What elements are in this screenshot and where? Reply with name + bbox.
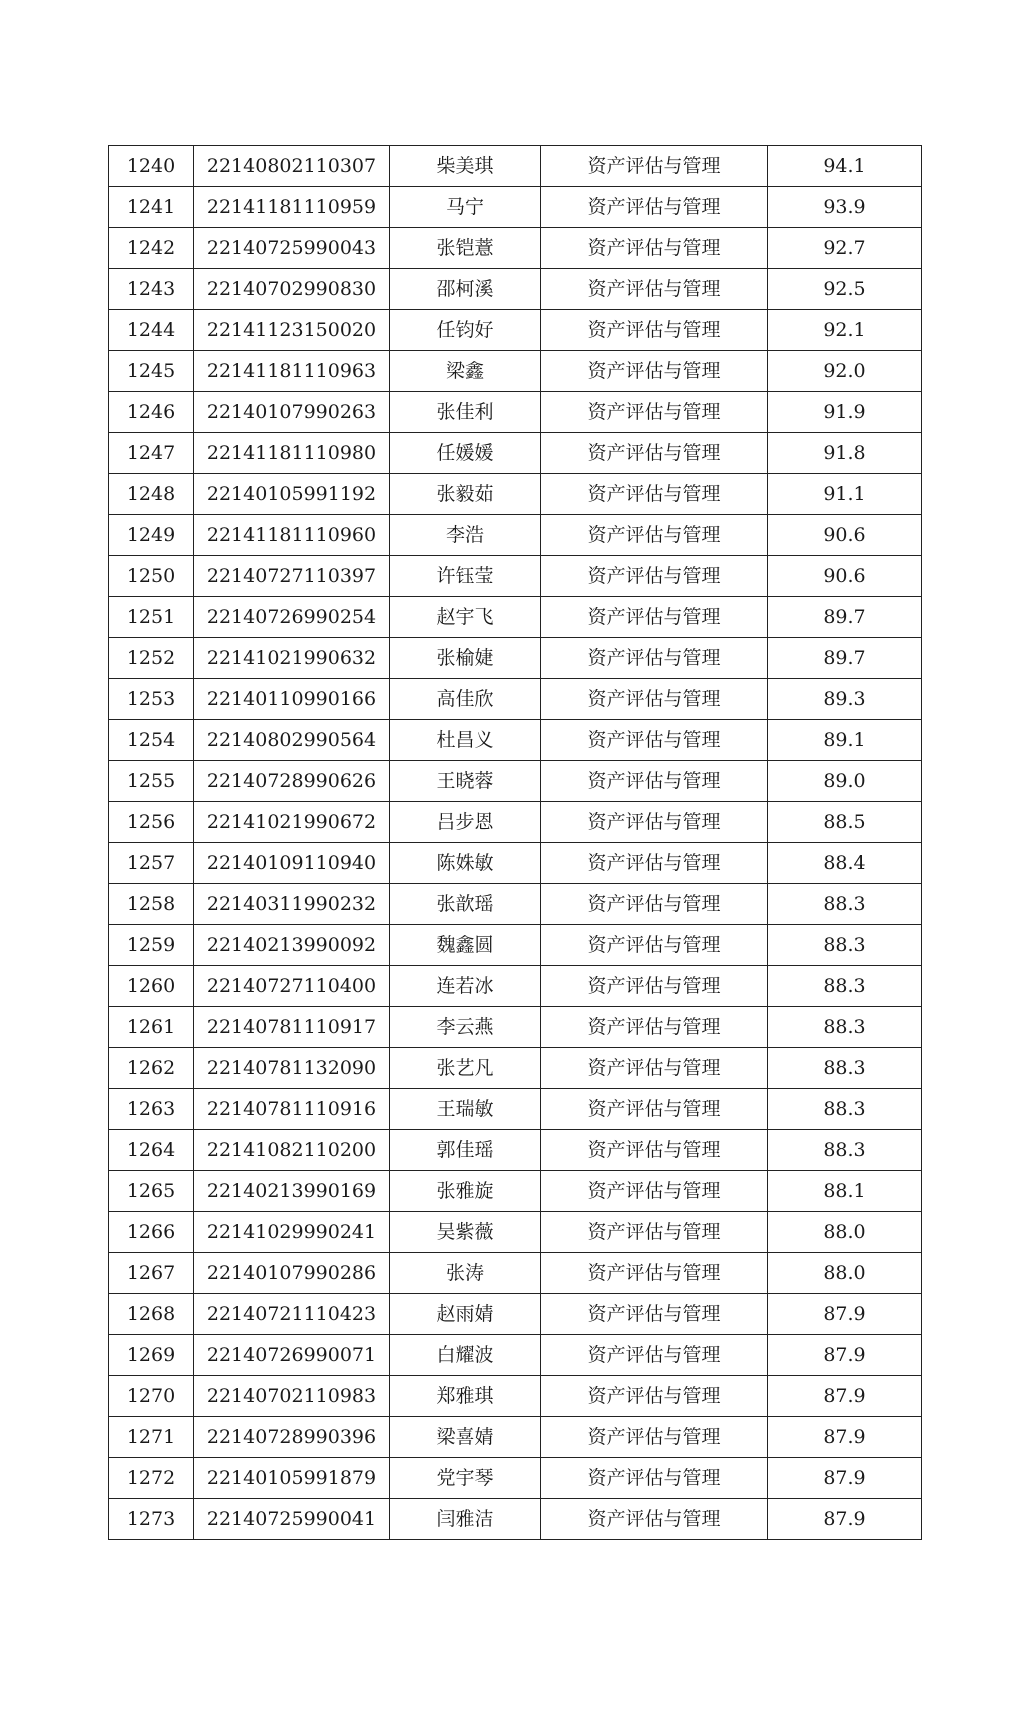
table-row	[109, 1130, 922, 1171]
row-score-cell: 87.9	[768, 1376, 922, 1417]
row-name-cell: 魏鑫圆	[390, 925, 541, 966]
row-score-cell: 88.0	[768, 1212, 922, 1253]
row-score-cell: 92.0	[768, 351, 922, 392]
row-major-cell: 资产评估与管理	[541, 638, 768, 679]
row-score-cell: 89.0	[768, 761, 922, 802]
row-major-cell: 资产评估与管理	[541, 1089, 768, 1130]
row-name-cell: 李浩	[390, 515, 541, 556]
row-name-cell: 张榆婕	[390, 638, 541, 679]
table-row	[109, 515, 922, 556]
row-major-cell: 资产评估与管理	[541, 269, 768, 310]
row-name-cell: 王瑞敏	[390, 1089, 541, 1130]
row-seq-cell: 1273	[109, 1499, 194, 1540]
row-seq-cell: 1261	[109, 1007, 194, 1048]
row-exam-id-cell: 22141181110959	[194, 187, 390, 228]
row-seq-cell: 1262	[109, 1048, 194, 1089]
row-seq-cell: 1250	[109, 556, 194, 597]
row-name-cell: 任钧好	[390, 310, 541, 351]
row-seq-cell: 1263	[109, 1089, 194, 1130]
table-row	[109, 1212, 922, 1253]
row-name-cell: 张歆瑶	[390, 884, 541, 925]
row-name-cell: 梁喜婧	[390, 1417, 541, 1458]
table-row	[109, 1089, 922, 1130]
row-name-cell: 梁鑫	[390, 351, 541, 392]
row-major-cell: 资产评估与管理	[541, 351, 768, 392]
row-name-cell: 任媛媛	[390, 433, 541, 474]
row-seq-cell: 1256	[109, 802, 194, 843]
table-row	[109, 351, 922, 392]
row-name-cell: 张雅旋	[390, 1171, 541, 1212]
table-row	[109, 187, 922, 228]
row-major-cell: 资产评估与管理	[541, 1171, 768, 1212]
row-seq-cell: 1258	[109, 884, 194, 925]
row-major-cell: 资产评估与管理	[541, 1212, 768, 1253]
row-exam-id-cell: 22140781110917	[194, 1007, 390, 1048]
row-score-cell: 87.9	[768, 1335, 922, 1376]
row-major-cell: 资产评估与管理	[541, 802, 768, 843]
row-seq-cell: 1255	[109, 761, 194, 802]
row-major-cell: 资产评估与管理	[541, 597, 768, 638]
row-major-cell: 资产评估与管理	[541, 1376, 768, 1417]
row-score-cell: 88.3	[768, 1089, 922, 1130]
row-name-cell: 吴紫薇	[390, 1212, 541, 1253]
row-score-cell: 88.3	[768, 966, 922, 1007]
row-seq-cell: 1265	[109, 1171, 194, 1212]
row-major-cell: 资产评估与管理	[541, 433, 768, 474]
table-row	[109, 884, 922, 925]
row-major-cell: 资产评估与管理	[541, 556, 768, 597]
row-exam-id-cell: 22140726990254	[194, 597, 390, 638]
table-row	[109, 597, 922, 638]
row-major-cell: 资产评估与管理	[541, 1499, 768, 1540]
row-exam-id-cell: 22140802990564	[194, 720, 390, 761]
row-seq-cell: 1271	[109, 1417, 194, 1458]
row-seq-cell: 1240	[109, 146, 194, 187]
table-row	[109, 720, 922, 761]
row-score-cell: 88.0	[768, 1253, 922, 1294]
row-exam-id-cell: 22141181110960	[194, 515, 390, 556]
row-score-cell: 89.7	[768, 597, 922, 638]
row-major-cell: 资产评估与管理	[541, 843, 768, 884]
row-score-cell: 87.9	[768, 1458, 922, 1499]
table-row	[109, 966, 922, 1007]
row-score-cell: 92.7	[768, 228, 922, 269]
row-name-cell: 赵宇飞	[390, 597, 541, 638]
row-score-cell: 89.7	[768, 638, 922, 679]
row-major-cell: 资产评估与管理	[541, 474, 768, 515]
row-major-cell: 资产评估与管理	[541, 679, 768, 720]
table-row	[109, 1376, 922, 1417]
row-exam-id-cell: 22140727110397	[194, 556, 390, 597]
row-name-cell: 李云燕	[390, 1007, 541, 1048]
row-seq-cell: 1253	[109, 679, 194, 720]
row-major-cell: 资产评估与管理	[541, 228, 768, 269]
row-seq-cell: 1259	[109, 925, 194, 966]
row-major-cell: 资产评估与管理	[541, 1048, 768, 1089]
table-row	[109, 146, 922, 187]
row-seq-cell: 1266	[109, 1212, 194, 1253]
row-seq-cell: 1272	[109, 1458, 194, 1499]
table-row	[109, 433, 922, 474]
row-name-cell: 党宇琴	[390, 1458, 541, 1499]
row-major-cell: 资产评估与管理	[541, 1130, 768, 1171]
row-exam-id-cell: 22140728990626	[194, 761, 390, 802]
row-exam-id-cell: 22141181110980	[194, 433, 390, 474]
row-name-cell: 高佳欣	[390, 679, 541, 720]
score-table	[108, 145, 922, 1540]
table-row	[109, 1335, 922, 1376]
row-score-cell: 88.3	[768, 884, 922, 925]
row-exam-id-cell: 22141021990632	[194, 638, 390, 679]
row-exam-id-cell: 22140781132090	[194, 1048, 390, 1089]
row-score-cell: 88.3	[768, 1130, 922, 1171]
row-exam-id-cell: 22140105991192	[194, 474, 390, 515]
table-row	[109, 1048, 922, 1089]
table-row	[109, 1458, 922, 1499]
row-exam-id-cell: 22140727110400	[194, 966, 390, 1007]
row-exam-id-cell: 22141021990672	[194, 802, 390, 843]
row-exam-id-cell: 22140721110423	[194, 1294, 390, 1335]
table-row	[109, 1253, 922, 1294]
row-score-cell: 93.9	[768, 187, 922, 228]
row-name-cell: 连若冰	[390, 966, 541, 1007]
row-exam-id-cell: 22140213990169	[194, 1171, 390, 1212]
table-row	[109, 269, 922, 310]
row-exam-id-cell: 22140728990396	[194, 1417, 390, 1458]
row-score-cell: 91.9	[768, 392, 922, 433]
row-seq-cell: 1242	[109, 228, 194, 269]
row-score-cell: 88.5	[768, 802, 922, 843]
row-score-cell: 87.9	[768, 1417, 922, 1458]
row-score-cell: 88.1	[768, 1171, 922, 1212]
table-row	[109, 556, 922, 597]
row-major-cell: 资产评估与管理	[541, 925, 768, 966]
row-score-cell: 92.1	[768, 310, 922, 351]
row-seq-cell: 1244	[109, 310, 194, 351]
row-seq-cell: 1260	[109, 966, 194, 1007]
row-seq-cell: 1251	[109, 597, 194, 638]
row-score-cell: 88.4	[768, 843, 922, 884]
row-major-cell: 资产评估与管理	[541, 720, 768, 761]
table-row	[109, 1417, 922, 1458]
row-seq-cell: 1264	[109, 1130, 194, 1171]
row-score-cell: 90.6	[768, 515, 922, 556]
row-score-cell: 91.8	[768, 433, 922, 474]
row-exam-id-cell: 22141082110200	[194, 1130, 390, 1171]
row-score-cell: 94.1	[768, 146, 922, 187]
row-name-cell: 闫雅洁	[390, 1499, 541, 1540]
row-exam-id-cell: 22140781110916	[194, 1089, 390, 1130]
row-major-cell: 资产评估与管理	[541, 1007, 768, 1048]
table-row	[109, 1499, 922, 1540]
row-seq-cell: 1243	[109, 269, 194, 310]
row-score-cell: 92.5	[768, 269, 922, 310]
table-row	[109, 392, 922, 433]
row-major-cell: 资产评估与管理	[541, 1335, 768, 1376]
row-score-cell: 88.3	[768, 1048, 922, 1089]
row-exam-id-cell: 22140107990286	[194, 1253, 390, 1294]
row-exam-id-cell: 22140110990166	[194, 679, 390, 720]
row-exam-id-cell: 22141029990241	[194, 1212, 390, 1253]
row-name-cell: 张涛	[390, 1253, 541, 1294]
row-seq-cell: 1270	[109, 1376, 194, 1417]
row-name-cell: 张艺凡	[390, 1048, 541, 1089]
row-score-cell: 88.3	[768, 1007, 922, 1048]
row-exam-id-cell: 22140105991879	[194, 1458, 390, 1499]
row-name-cell: 王晓蓉	[390, 761, 541, 802]
row-exam-id-cell: 22140702990830	[194, 269, 390, 310]
row-exam-id-cell: 22140725990041	[194, 1499, 390, 1540]
row-name-cell: 郭佳瑶	[390, 1130, 541, 1171]
table-row	[109, 679, 922, 720]
row-exam-id-cell: 22140702110983	[194, 1376, 390, 1417]
row-exam-id-cell: 22140311990232	[194, 884, 390, 925]
table-body	[109, 146, 922, 1540]
row-name-cell: 陈姝敏	[390, 843, 541, 884]
row-major-cell: 资产评估与管理	[541, 1458, 768, 1499]
row-exam-id-cell: 22140802110307	[194, 146, 390, 187]
row-exam-id-cell: 22140107990263	[194, 392, 390, 433]
row-score-cell: 91.1	[768, 474, 922, 515]
row-seq-cell: 1267	[109, 1253, 194, 1294]
row-seq-cell: 1245	[109, 351, 194, 392]
row-name-cell: 赵雨婧	[390, 1294, 541, 1335]
row-exam-id-cell: 22140725990043	[194, 228, 390, 269]
table-row	[109, 1171, 922, 1212]
row-seq-cell: 1269	[109, 1335, 194, 1376]
row-name-cell: 吕步恩	[390, 802, 541, 843]
row-name-cell: 张佳利	[390, 392, 541, 433]
row-major-cell: 资产评估与管理	[541, 884, 768, 925]
row-seq-cell: 1268	[109, 1294, 194, 1335]
row-score-cell: 87.9	[768, 1294, 922, 1335]
table-row	[109, 638, 922, 679]
row-name-cell: 郑雅琪	[390, 1376, 541, 1417]
table-row	[109, 925, 922, 966]
row-seq-cell: 1252	[109, 638, 194, 679]
row-score-cell: 89.1	[768, 720, 922, 761]
row-name-cell: 张毅茹	[390, 474, 541, 515]
row-exam-id-cell: 22140213990092	[194, 925, 390, 966]
table-row	[109, 310, 922, 351]
row-exam-id-cell: 22140726990071	[194, 1335, 390, 1376]
row-major-cell: 资产评估与管理	[541, 966, 768, 1007]
row-score-cell: 88.3	[768, 925, 922, 966]
row-seq-cell: 1247	[109, 433, 194, 474]
row-major-cell: 资产评估与管理	[541, 392, 768, 433]
table-row	[109, 761, 922, 802]
table-row	[109, 802, 922, 843]
table-row	[109, 474, 922, 515]
row-name-cell: 柴美琪	[390, 146, 541, 187]
row-seq-cell: 1249	[109, 515, 194, 556]
row-name-cell: 白耀波	[390, 1335, 541, 1376]
row-major-cell: 资产评估与管理	[541, 1294, 768, 1335]
row-name-cell: 马宁	[390, 187, 541, 228]
row-score-cell: 90.6	[768, 556, 922, 597]
row-name-cell: 邵柯溪	[390, 269, 541, 310]
row-name-cell: 许钰莹	[390, 556, 541, 597]
row-major-cell: 资产评估与管理	[541, 1253, 768, 1294]
table-row	[109, 843, 922, 884]
row-seq-cell: 1241	[109, 187, 194, 228]
row-seq-cell: 1257	[109, 843, 194, 884]
row-exam-id-cell: 22140109110940	[194, 843, 390, 884]
row-major-cell: 资产评估与管理	[541, 146, 768, 187]
row-major-cell: 资产评估与管理	[541, 1417, 768, 1458]
row-major-cell: 资产评估与管理	[541, 515, 768, 556]
row-seq-cell: 1248	[109, 474, 194, 515]
row-name-cell: 张铠薏	[390, 228, 541, 269]
table-row	[109, 1007, 922, 1048]
row-seq-cell: 1254	[109, 720, 194, 761]
table-row	[109, 228, 922, 269]
row-major-cell: 资产评估与管理	[541, 761, 768, 802]
row-name-cell: 杜昌义	[390, 720, 541, 761]
row-score-cell: 89.3	[768, 679, 922, 720]
row-major-cell: 资产评估与管理	[541, 187, 768, 228]
table-row	[109, 1294, 922, 1335]
row-major-cell: 资产评估与管理	[541, 310, 768, 351]
row-exam-id-cell: 22141123150020	[194, 310, 390, 351]
row-seq-cell: 1246	[109, 392, 194, 433]
row-exam-id-cell: 22141181110963	[194, 351, 390, 392]
row-score-cell: 87.9	[768, 1499, 922, 1540]
